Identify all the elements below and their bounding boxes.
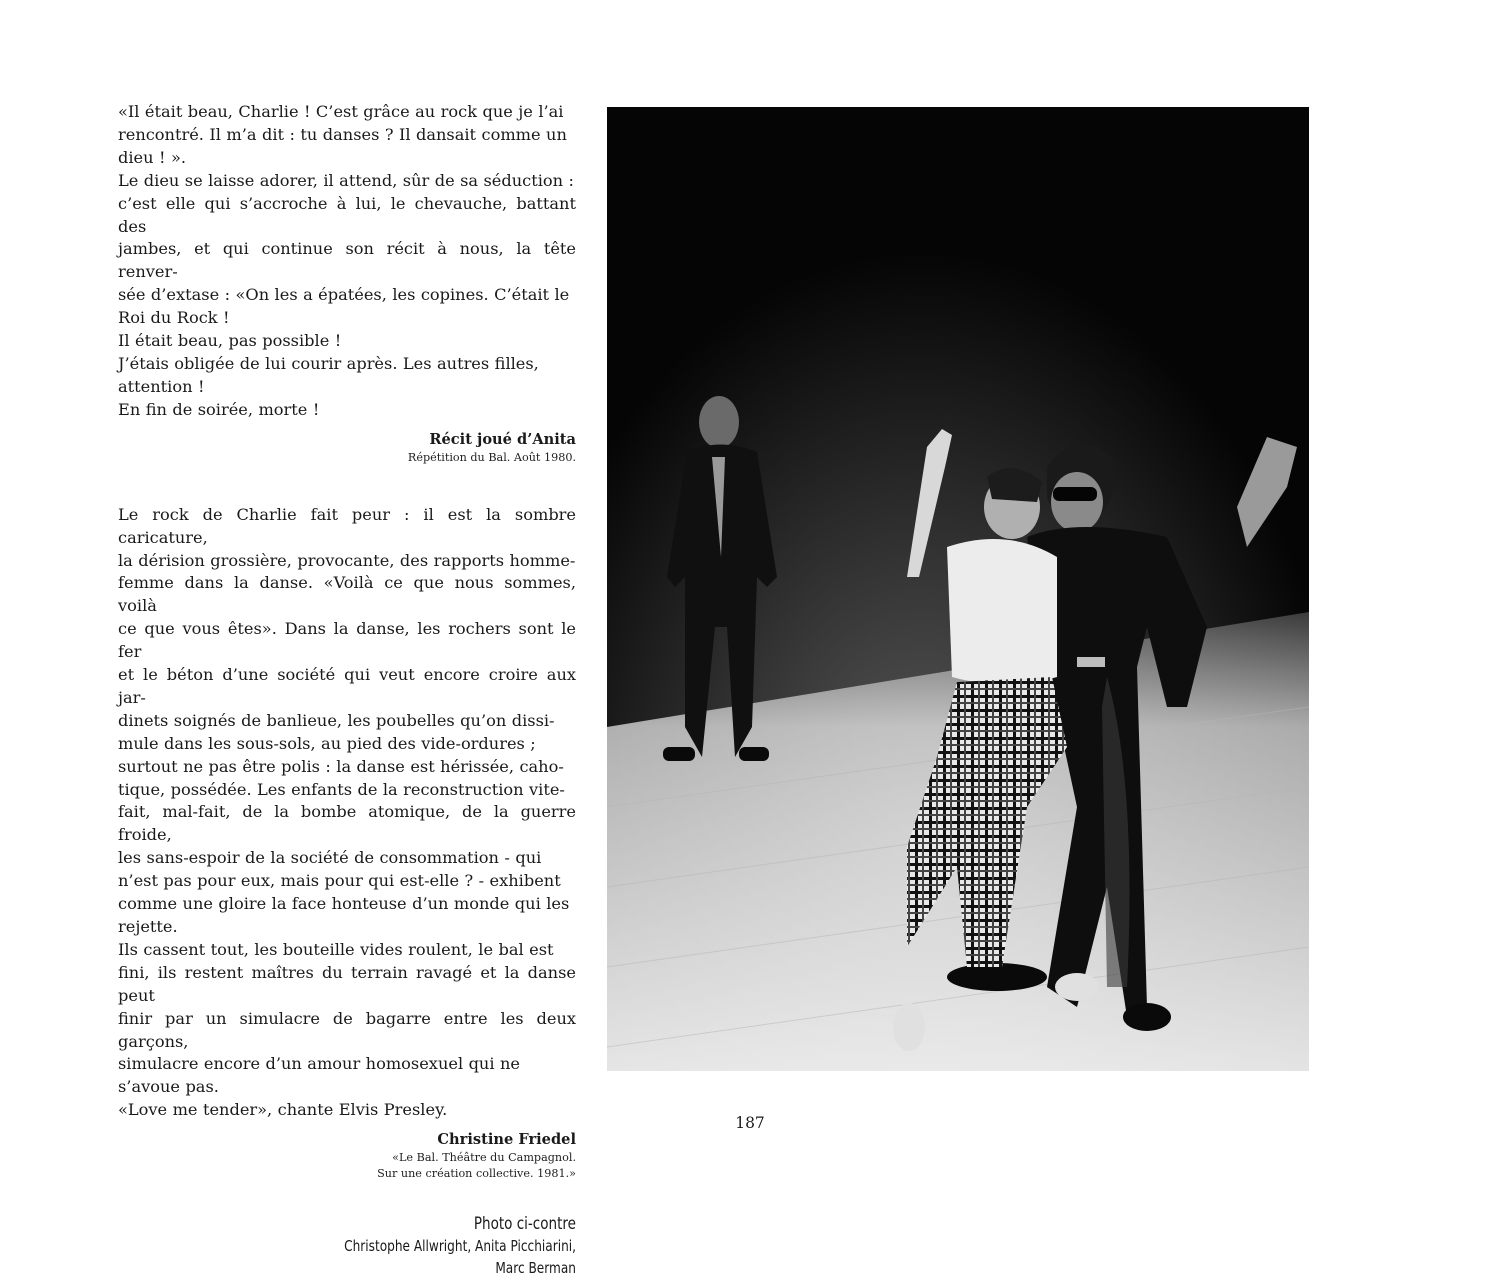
text-line: Il était beau, pas possible ! (118, 331, 342, 351)
page-number: 187 (735, 1114, 765, 1132)
text-line: fait, mal-fait, de la bombe atomique, de la guerre froide, (118, 802, 576, 845)
photo-caption (118, 1212, 576, 1279)
text-line: dinets soignés de banlieue, les poubelles qu’on dissi- (118, 710, 555, 730)
text-line: comme une gloire la face honteuse d’un monde qui les (118, 894, 570, 914)
text-line: femme dans la danse. «Voilà ce que nous sommes, voilà (118, 573, 576, 616)
text-line: ce que vous êtes». Dans la danse, les rochers sont le fer (118, 619, 576, 662)
text-line: surtout ne pas être polis : la danse est hérissée, caho- (118, 756, 564, 776)
author-name: Christine Friedel (437, 1131, 576, 1149)
attribution-friedel (118, 1130, 576, 1182)
source-note-line: Sur une création collective. 1981.» (377, 1167, 576, 1181)
text-line: sée d’extase : «On les a épatées, les copines. C’était le (118, 285, 570, 305)
text-line: les sans-espoir de la société de consommation - qui (118, 848, 542, 868)
text-line: rencontré. Il m’a dit : tu danses ? Il dansait comme un (118, 124, 567, 144)
text-line: «Il était beau, Charlie ! C’est grâce au rock que je l’ai (118, 102, 564, 121)
source-note-line: «Le Bal. Théâtre du Campagnol. (392, 1151, 576, 1165)
text-line: et le béton d’une société qui veut encore croire aux jar- (118, 665, 576, 707)
caption-names-line: Marc Berman (495, 1259, 576, 1277)
text-line: dieu ! ». (118, 147, 186, 167)
text-line: Le rock de Charlie fait peur : il est la sombre caricature, (118, 504, 576, 547)
text-line: Le dieu se laisse adorer, il attend, sûr de sa séduction : (118, 170, 574, 190)
text-line: Ils cassent tout, les bouteille vides roulent, le bal est (118, 939, 554, 959)
text-line: «Love me tender», chante Elvis Presley. (118, 1100, 448, 1120)
text-line: mule dans les sous-sols, au pied des vide-ordures ; (118, 733, 536, 753)
quote-anita (118, 101, 576, 422)
attribution-anita (118, 430, 576, 466)
text-line: fini, ils restent maîtres du terrain ravagé et la danse peut (118, 962, 576, 1005)
source-note: Répétition du Bal. Août 1980. (407, 450, 576, 464)
text-line: rejette. (118, 917, 178, 936)
text-line: attention ! (118, 376, 205, 396)
text-line: n’est pas pour eux, mais pour qui est-elle ? - exhibent (118, 871, 561, 891)
text-line: J’étais obligée de lui courir après. Les autres filles, (118, 353, 539, 373)
text-line: simulacre encore d’un amour homosexuel qui ne (118, 1054, 520, 1074)
text-line: En fin de soirée, morte ! (118, 399, 320, 419)
text-column (118, 101, 576, 1279)
text-line: s’avoue pas. (118, 1077, 219, 1097)
author-name: Récit joué d’Anita (429, 430, 576, 448)
text-line: jambes, et qui continue son récit à nous, la tête renver- (118, 239, 576, 282)
caption-title: Photo ci-contre (473, 1214, 576, 1234)
caption-names-line: Christophe Allwright, Anita Picchiarini, (344, 1238, 576, 1256)
essay-text (118, 504, 576, 1122)
text-line: Roi du Rock ! (118, 308, 230, 328)
text-line: tique, possédée. Les enfants de la reconstruction vite- (118, 779, 565, 799)
text-line: c’est elle qui s’accroche à lui, le chevauche, battant des (118, 193, 576, 236)
dancers-photo-image (607, 107, 1309, 1071)
text-line: la dérision grossière, provocante, des rapports homme- (118, 550, 576, 570)
stage-photo (607, 107, 1309, 1071)
text-line: finir par un simulacre de bagarre entre les deux garçons, (118, 1008, 576, 1051)
